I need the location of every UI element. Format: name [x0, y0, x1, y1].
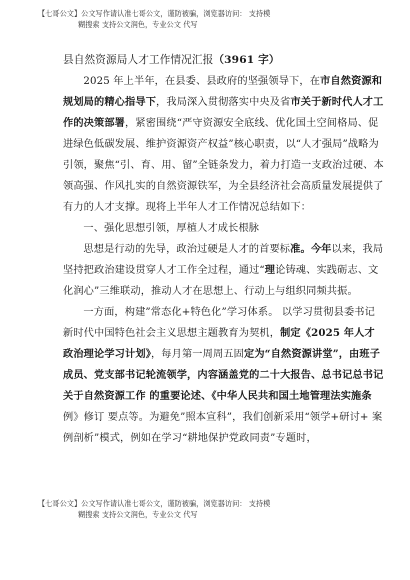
section-heading-1: 一、强化思想引领，厚植人才成长根脉	[83, 223, 260, 234]
paragraph-study-system	[63, 302, 385, 449]
thought-text-1: 思想是行动的先导，政治过硬是人才的首要标	[83, 244, 291, 255]
thought-text-3: 论铸魂、实践砺志、文化润心”三维联动，推动人才在思想上、行动上与组织同频共振。	[63, 265, 379, 297]
study-bold-3: 施条	[351, 390, 372, 402]
word-count: （3961 字）	[213, 54, 280, 66]
thought-text-2: 以来，我局坚持把政治建设贯穿人才工作全过程，通过“	[63, 244, 384, 276]
top-banner-line-2: 糊搜索 支持公文润色，专业公文 代写	[78, 20, 198, 29]
document-title	[63, 50, 385, 71]
study-plan-name: 《2025 年人才政治理论学习计划》	[63, 327, 375, 360]
thought-bold-1: 准。今年	[290, 243, 332, 255]
intro-bold-2: 市关于新时代人才工作的决策部署	[63, 96, 384, 129]
intro-text-2: ，我局深入贯彻落实中央及省	[156, 97, 291, 108]
bottom-watermark-banner	[38, 498, 388, 520]
title-text: 县自然资源局人才工作情况汇报	[63, 54, 214, 66]
bottom-banner-line-1: 【七哥公文】公文写作请认准七哥公文，谨防被骗，浏览器访问： 支持模	[38, 499, 271, 508]
study-bold-2: 定	[243, 348, 255, 360]
study-text-4: 例》修订 要点等。为避免”照本宣科”，我们创新采用“领学+研讨+ 案例剖析”模式，例如在学习“耕地保护党政同责”专题时，	[63, 412, 383, 444]
intro-text-1: 2025 年上半年，在县委、县政府的坚强领导下，在	[83, 76, 321, 87]
thought-bold-2: 理	[264, 264, 276, 276]
bottom-banner-line-2: 糊搜索 支持公文润色，专业公文 代写	[78, 510, 198, 519]
document-body	[63, 50, 385, 449]
top-watermark-banner	[38, 8, 388, 30]
top-banner-line-1: 【七哥公文】公文写作请认准七哥公文，谨防被骗，浏览器访问： 支持模	[38, 9, 271, 18]
study-text-2: ，每月第一周周五固	[150, 349, 244, 360]
study-text-1: 一方面，构建”常态化+特色化”学习体系。 以学习贯彻县委书记新时代中国特色社会主义思想主题教育为契机，	[63, 307, 375, 339]
intro-text-3: ，紧密围绕“严守资源安全底线、优化国土空间格局、促进绿色低碳发展、维护资源资产权益”核心职责，以“人才强局”战略为引领，聚焦“引、育、用、留”全链条发力，着力打造一支政治过硬、本领高强、作风扎实的自然资源铁军，为全县经济社会高质量发展提供了有力的人才支撑。现将上半年人才工作情况总结如下：	[63, 118, 384, 213]
paragraph-thought	[63, 239, 385, 302]
paragraph-intro	[63, 71, 385, 218]
intro-bold-1: 市自然资源和规划局的精心指导下	[63, 75, 383, 108]
study-text-3: 为“自然资源讲堂”，由班子成员、党支部书记轮流领学，内容涵盖党的二十大报告、总书记总书记关于自然资源工作 的重要论述、《中华人民共和国土地管理法实	[63, 348, 384, 402]
study-bold-1: 制定	[280, 327, 301, 339]
